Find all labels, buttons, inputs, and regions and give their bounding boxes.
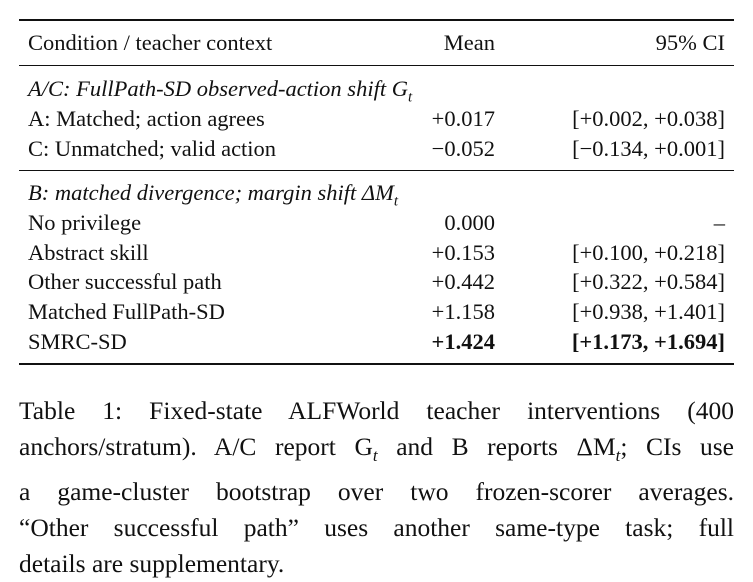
caption-line-2c: ; CIs use [620, 432, 735, 461]
caption-line-5: details are supplementary. [19, 549, 285, 579]
row-b4-ci: [+1.173, +1.694] [571, 329, 725, 354]
caption-line-3: a game-cluster bootstrap over two frozen-scorer averages. [19, 477, 734, 507]
section-divider-rule [19, 170, 734, 171]
row-b1-mean: +0.153 [431, 240, 495, 265]
row-b4-mean: +1.424 [431, 329, 495, 354]
row-c-ci: [−0.134, +0.001] [572, 136, 725, 161]
row-b3-label: Matched FullPath-SD [28, 299, 225, 324]
row-b2-mean: +0.442 [431, 269, 495, 294]
caption-line-2 [19, 429, 734, 474]
caption-line-1: Table 1: Fixed-state ALFWorld teacher interventions (400 [19, 396, 734, 425]
header-condition: Condition / teacher context [28, 30, 273, 55]
row-b2-label: Other successful path [28, 269, 222, 294]
caption-sub-2: t [615, 446, 621, 466]
row-b3-ci: [+0.938, +1.401] [572, 299, 725, 324]
row-b4-label: SMRC-SD [28, 329, 127, 354]
row-b0-ci: – [713, 210, 725, 235]
row-b2-ci: [+0.322, +0.584] [572, 269, 725, 294]
table-top-rule [19, 19, 734, 21]
row-b1-label: Abstract skill [28, 240, 149, 265]
section-a-subscript: t [407, 89, 413, 106]
row-c-label: C: Unmatched; valid action [28, 136, 277, 161]
caption-sub-1: t [372, 446, 378, 466]
section-b-subscript: t [393, 193, 398, 210]
row-b0-label: No privilege [28, 210, 142, 235]
caption-line-2a: anchors/stratum). A/C report G [19, 432, 373, 461]
row-a-mean: +0.017 [431, 106, 495, 131]
table-bottom-rule [19, 363, 734, 365]
row-a-label: A: Matched; action agrees [28, 106, 265, 131]
table-caption [19, 393, 734, 582]
row-b3-mean: +1.158 [431, 299, 495, 324]
section-a-title-text: A/C: FullPath-SD observed-action shift G [28, 76, 408, 101]
section-b-title-text: B: matched divergence; margin shift ΔM [28, 180, 394, 205]
header-mean: Mean [443, 30, 495, 55]
row-a-ci: [+0.002, +0.038] [572, 106, 725, 131]
row-b0-mean: 0.000 [444, 210, 495, 235]
caption-line-4: “Other successful path” uses another same-type task; full [19, 513, 734, 543]
header-ci: 95% CI [655, 30, 725, 55]
caption-line-2b: and B reports ΔM [396, 432, 616, 461]
header-rule [19, 65, 734, 66]
row-c-mean: −0.052 [431, 136, 495, 161]
row-b1-ci: [+0.100, +0.218] [572, 240, 725, 265]
